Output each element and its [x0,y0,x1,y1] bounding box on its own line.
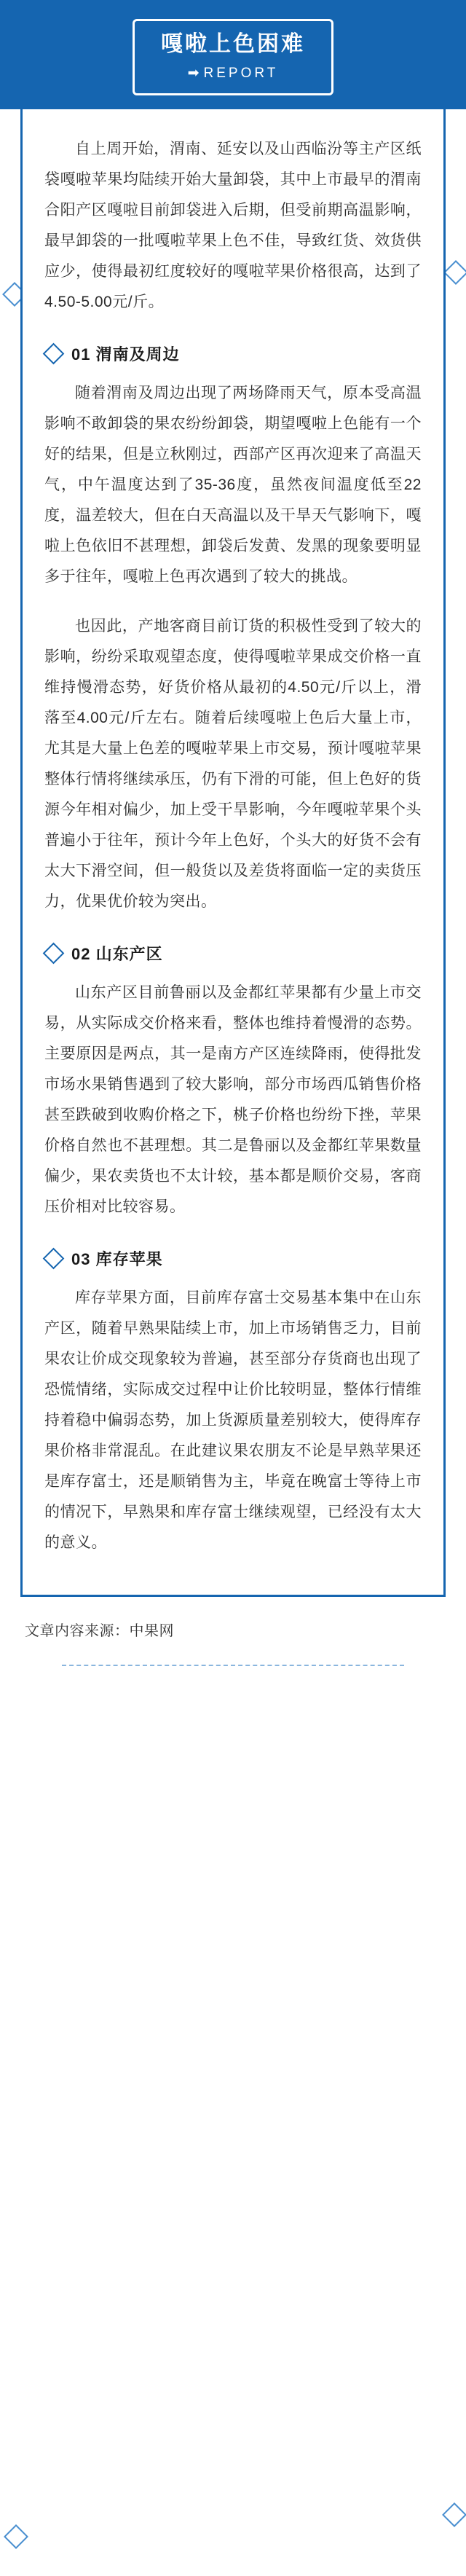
article-footer [0,1597,466,1678]
page-title: 嘎啦上色困难 [161,32,305,56]
decorative-diamond-icon [4,2524,28,2549]
section-paragraph: 随着渭南及周边出现了两场降雨天气，原本受高温影响不敢卸袋的果农纷纷卸袋，期望嘎啦上色能有一个好的结果，但是立秋刚过，西部产区再次迎来了高温天气，中午温度达到了35-36度，虽然夜间温度低至22度，温差较大，但在白天高温以及干旱天气影响下，嘎啦上色依旧不甚理想，卸袋后发黄、发黑的现象要明显多于往年，嘎啦上色再次遇到了较大的挑战。 [44,385,422,585]
decorative-diamond-icon [442,2502,466,2527]
section-title: 01 渭南及周边 [71,345,180,364]
article-body-wrapper [0,109,466,1597]
diamond-bullet-icon [43,943,65,965]
arrow-right-icon: ➡ [187,66,200,81]
section-block [44,942,422,1222]
section-paragraph: 也因此，产地客商目前订货的积极性受到了较大的影响，纷纷采取观望态度，使得嘎啦苹果成交价格一直维持慢滑态势，好货价格从最初的4.50元/斤以上，滑落至4.00元/斤左右。随着后续嘎啦上色后大量上市，尤其是大量上色差的嘎啦苹果上市交易，预计嘎啦苹果整体行情将继续承压，仍有下滑的可能，但上色好的货源今年相对偏少，加上受干旱影响，今年嘎啦苹果个头普遍小于往年，预计今年上色好，个头大的好货不会有太大下滑空间，但一般货以及差货将面临一定的卖货压力，优果优价较为突出。 [44,618,422,910]
section-heading [44,342,422,365]
article-header [0,0,466,109]
section-paragraph: 库存苹果方面，目前库存富士交易基本集中在山东产区，随着早熟果陆续上市，加上市场销售乏力，目前果农让价成交现象较为普遍，甚至部分存货商也出现了恐慌情绪，实际成交过程中让价比较明显，整体行情维持着稳中偏弱态势，加上货源质量差别较大，使得库存果价格非常混乱。在此建议果农朋友不论是早熟苹果还是库存富士，还是顺销售为主，毕竟在晚富士等待上市的情况下，早熟果和库存富士继续观望，已经没有太大的意义。 [44,1289,422,1551]
section-block [44,342,422,917]
section-paragraph: 山东产区目前鲁丽以及金都红苹果都有少量上市交易，从实际成交价格来看，整体也维持着慢滑的态势。主要原因是两点，其一是南方产区连续降雨，使得批发市场水果销售遇到了较大影响，部分市场西瓜销售价格甚至跌破到收购价格之下，桃子价格也纷纷下挫，苹果价格自然也不甚理想。其二是鲁丽以及金都红苹果数量偏少，果农卖货也不太计较，基本都是顺价交易，客商压价相对比较容易。 [44,984,422,1215]
source-label: 文章内容来源：中果网 [25,1623,174,1639]
diamond-bullet-icon [43,343,65,365]
section-block [44,1247,422,1558]
section-heading [44,1247,422,1270]
header-subtitle-label: REPORT [203,66,279,81]
article-frame [20,109,446,1597]
header-title-box [133,19,333,95]
header-subtitle [161,65,305,82]
diamond-bullet-icon [43,1248,65,1270]
section-title: 03 库存苹果 [71,1250,163,1268]
section-heading [44,942,422,965]
footer-divider [62,1665,404,1666]
section-title: 02 山东产区 [71,945,163,963]
intro-paragraph: 自上周开始，渭南、延安以及山西临汾等主产区纸袋嘎啦苹果均陆续开始大量卸袋，其中上市最早的渭南合阳产区嘎啦目前卸袋进入后期，但受前期高温影响，最早卸袋的一批嘎啦苹果上色不佳，导致红货、效货供应少，使得最初红度较好的嘎啦苹果价格很高，达到了4.50-5.00元/斤。 [44,141,422,310]
